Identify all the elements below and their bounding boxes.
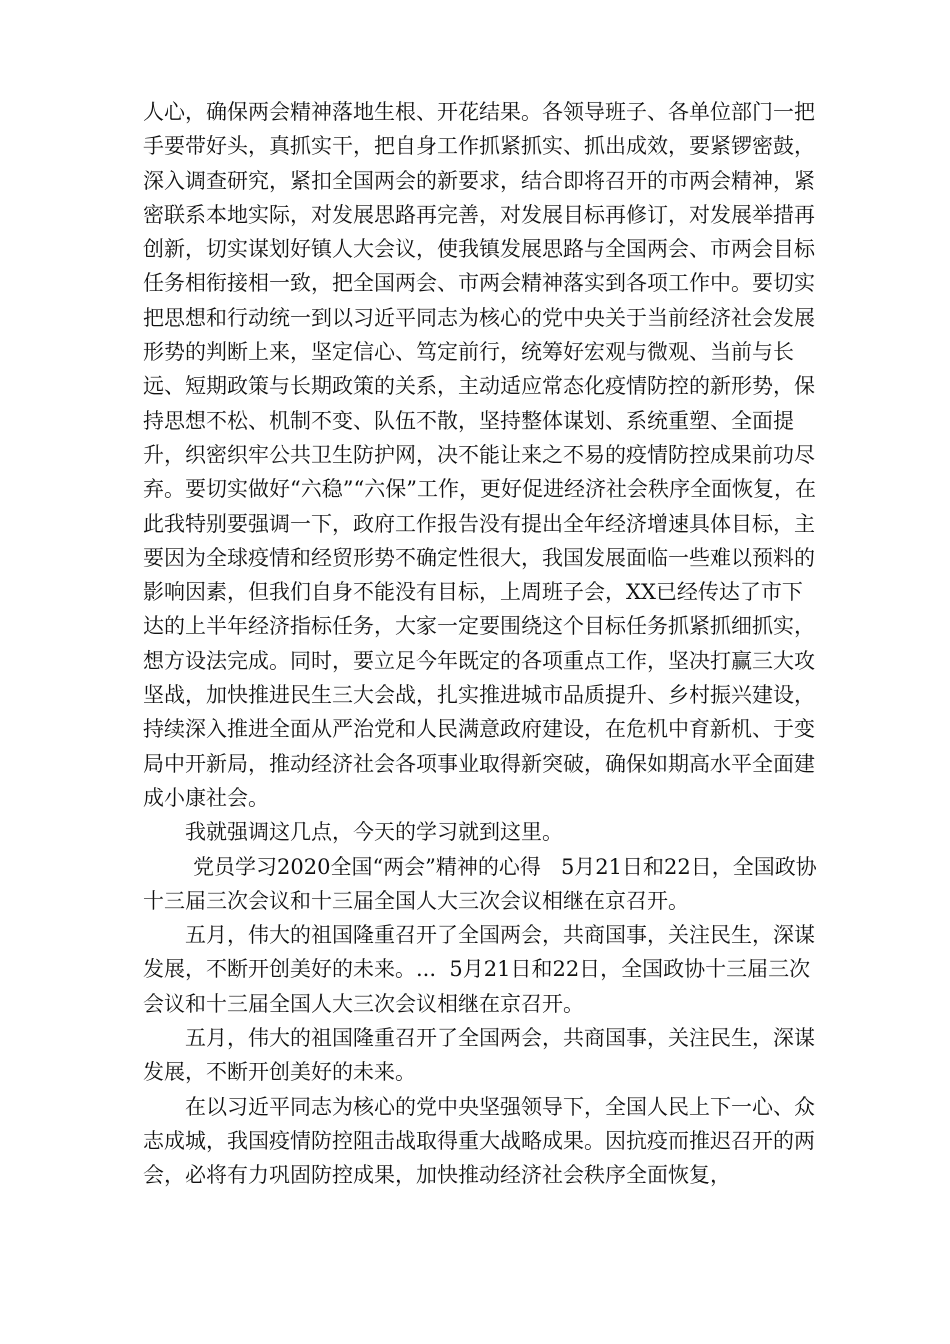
- document-body: [143, 95, 823, 1193]
- paragraph-continuation: 人心，确保两会精神落地生根、开花结果。各领导班子、各单位部门一把手要带好头，真抓实干，把自身工作抓紧抓实、抓出成效，要紧锣密鼓，深入调查研究，紧扣全国两会的新要求，结合即将召开的市两会精神，紧密联系本地实际，对发展思路再完善，对发展目标再修订，对发展举措再创新，切实谋划好镇人大会议，使我镇发展思路与全国两会、市两会目标任务相衔接相一致，把全国两会、市两会精神落实到各项工作中。要切实把思想和行动统一到以习近平同志为核心的党中央关于当前经济社会发展形势的判断上来，坚定信心、笃定前行，统筹好宏观与微观、当前与长远、短期政策与长期政策的关系，主动适应常态化疫情防控的新形势，保持思想不松、机制不变、队伍不散，坚持整体谋划、系统重塑、全面提升，织密织牢公共卫生防护网，决不能让来之不易的疫情防控成果前功尽弃。要切实做好“六稳”“六保”工作，更好促进经济社会秩序全面恢复，在此我特别要强调一下，政府工作报告没有提出全年经济增速具体目标，主要因为全球疫情和经贸形势不确定性很大，我国发展面临一些难以预料的影响因素，但我们自身不能没有目标，上周班子会，XX已经传达了市下达的上半年经济指标任务，大家一定要围绕这个目标任务抓紧抓细抓实，想方设法完成。同时，要立足今年既定的各项重点工作，坚决打赢三大攻坚战，加快推进民生三大会战，扎实推进城市品质提升、乡村振兴建设，持续深入推进全面从严治党和人民满意政府建设，在危机中育新机、于变局中开新局，推动经济社会各项事业取得新突破，确保如期高水平全面建成小康社会。: [143, 100, 816, 810]
- paragraph-closing-remark: 我就强调这几点，今天的学习就到这里。: [185, 820, 563, 845]
- paragraph-may-repeat: 五月，伟大的祖国隆重召开了全国两会，共商国事，关注民生，深谋发展，不断开创美好的未来。: [143, 1026, 815, 1085]
- paragraph-leadership: 在以习近平同志为核心的党中央坚强领导下，全国人民上下一心、众志成城，我国疫情防控阻击战取得重大战略成果。因抗疫而推迟召开的两会，必将有力巩固防控成果，加快推动经济社会秩序全面恢复，: [143, 1094, 815, 1188]
- paragraph-may-summary: 五月，伟大的祖国隆重召开了全国两会，共商国事，关注民生，深谋发展，不断开创美好的未来。... 5月21日和22日，全国政协十三届三次会议和十三届全国人大三次会议相继在京召开。: [143, 923, 815, 1016]
- paragraph-article-title: 党员学习2020全国“两会”精神的心得 5月21日和22日，全国政协十三届三次会议和十三届全国人大三次会议相继在京召开。: [143, 854, 817, 913]
